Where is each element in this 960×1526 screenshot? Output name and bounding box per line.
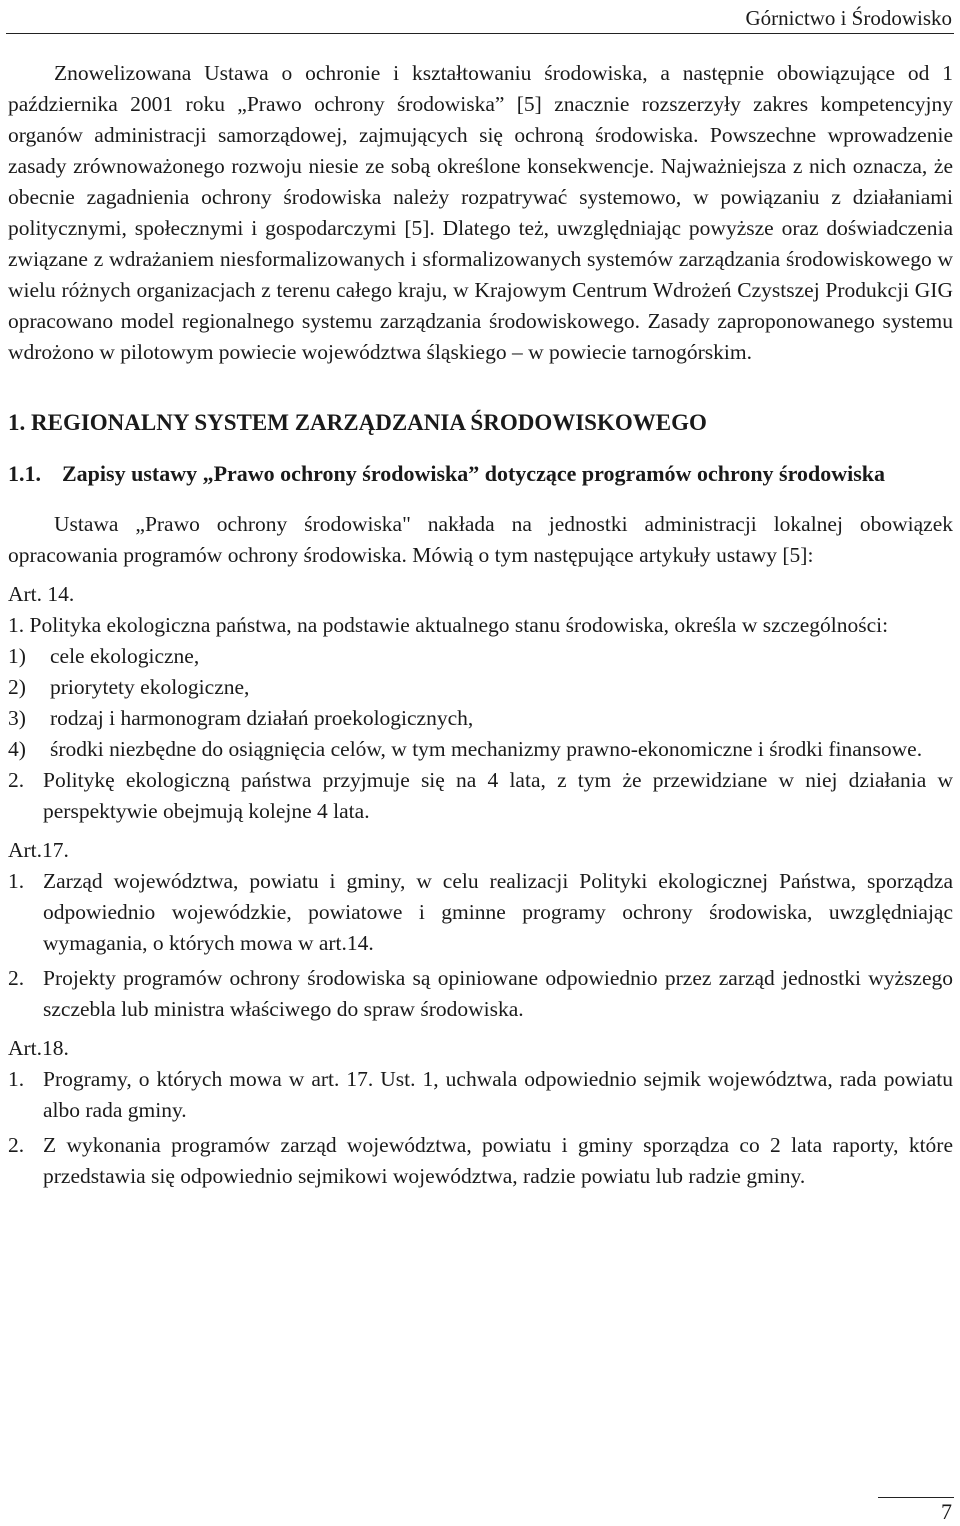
list-item-text: środki niezbędne do osiągnięcia celów, w tym mechanizmy prawno-ekonomiczne i środki finansowe. xyxy=(50,737,923,761)
article-14-paragraph-1: 1. Polityka ekologiczna państwa, na podstawie aktualnego stanu środowiska, określa w szczególności: xyxy=(8,613,889,637)
running-title: Górnictwo i Środowisko xyxy=(745,6,952,30)
paragraph-text: Zarząd województwa, powiatu i gminy, w celu realizacji Polityki ekologicznej Państwa, sporządza odpowiednio wojewódzkie, powiatowe i gminne programy ochrony środowiska, uwzględniając wymagania, o których mowa w art.14. xyxy=(43,869,953,955)
list-item xyxy=(8,672,953,703)
list-item-text: cele ekologiczne, xyxy=(50,644,200,668)
article-17-paragraph-2 xyxy=(8,963,953,1025)
intro-text-serif: Znowelizowana Ustawa o ochronie i kształtowaniu środowiska, a następnie obowiązujące od 1 października 2001 roku „Prawo ochrony środowiska” [5] znacznie rozszerzyły zakres kompetencyjny organów administracji samorządowej, zajmujących się ochroną środowiska. Powszechne wprowadzenie zasady zrównoważonego rozwoju niesie ze sobą określone konsekwencje. Najważniejsza z nich oznacza, że obecnie zagadnienia ochrony środowiska należy rozpatrywać systemowo, w powiązaniu z działaniami politycznymi, społecznymi i gospodarczymi [5]. xyxy=(8,61,953,240)
paragraph-text: Z wykonania programów zarząd województwa, powiatu i gminy sporządza co 2 lata raporty, które przedstawia się odpowiednio sejmikowi województwa, radzie powiatu lub radzie gminy. xyxy=(43,1133,953,1188)
paragraph-number: 1. xyxy=(8,1067,25,1091)
list-item-text: priorytety ekologiczne, xyxy=(50,675,250,699)
footer-divider xyxy=(878,1497,954,1498)
list-item xyxy=(8,703,953,734)
page-body xyxy=(8,58,953,1192)
intro-paragraph xyxy=(8,58,953,368)
article-14-list xyxy=(8,641,953,765)
paragraph-text: Projekty programów ochrony środowiska są opiniowane odpowiednio przez zarząd jednostki wyższego szczebla lub ministra właściwego do spraw środowiska. xyxy=(43,966,953,1021)
list-item xyxy=(8,734,953,765)
intro-text-continued: Dlatego też, uwzględniając powyższe oraz doświadczenia związane z wdrażaniem niesformalizowanych i sformalizowanych systemów zarządzania środowiskowego w wielu różnych organizacjach z terenu całego kraju, w Krajowym Centrum Wdrożeń Czystszej Produkcji GIG opracowano model regionalnego systemu zarządzania środowiskowego. Zasady zaproponowanego systemu wdrożono w pilotowym powiecie województwa śląskiego – w powiecie tarnogórskim. xyxy=(8,216,953,364)
subsection-title: Zapisy ustawy „Prawo ochrony środowiska” dotyczące programów ochrony środowiska xyxy=(62,461,886,486)
paragraph-number: 2. xyxy=(8,1133,25,1157)
article-17-title: Art.17. xyxy=(8,838,69,862)
paragraph-text: Programy, o których mowa w art. 17. Ust. 1, uchwala odpowiednio sejmik województwa, rada powiatu albo rada gminy. xyxy=(43,1067,953,1122)
section-heading: 1. REGIONALNY SYSTEM ZARZĄDZANIA ŚRODOWISKOWEGO xyxy=(8,410,707,435)
article-18-paragraph-2 xyxy=(8,1130,953,1192)
paragraph-number: 1. xyxy=(8,869,25,893)
list-item-number: 2) xyxy=(8,675,26,699)
page-number: 7 xyxy=(941,1499,952,1524)
subsection-number: 1.1. xyxy=(8,461,41,486)
list-item-number: 4) xyxy=(8,737,26,761)
list-item-number: 3) xyxy=(8,706,26,730)
article-18-title: Art.18. xyxy=(8,1036,69,1060)
article-14-paragraph-2 xyxy=(8,765,953,827)
paragraph-text: Politykę ekologiczną państwa przyjmuje się na 4 lata, z tym że przewidziane w niej działania w perspektywie obejmują kolejne 4 lata. xyxy=(43,768,953,823)
article-14-title: Art. 14. xyxy=(8,582,75,606)
header-divider xyxy=(6,33,954,34)
paragraph-number: 2. xyxy=(8,768,25,792)
list-item-number: 1) xyxy=(8,644,26,668)
list-item xyxy=(8,641,953,672)
lead-paragraph: Ustawa „Prawo ochrony środowiska" nakłada na jednostki administracji lokalnej obowiązek opracowania programów ochrony środowiska. Mówią o tym następujące artykuły ustawy [5]: xyxy=(8,512,953,567)
article-17-paragraph-1 xyxy=(8,866,953,959)
list-item-text: rodzaj i harmonogram działań proekologicznych, xyxy=(50,706,474,730)
paragraph-number: 2. xyxy=(8,966,25,990)
article-18-paragraph-1 xyxy=(8,1064,953,1126)
subsection-heading xyxy=(8,458,953,490)
